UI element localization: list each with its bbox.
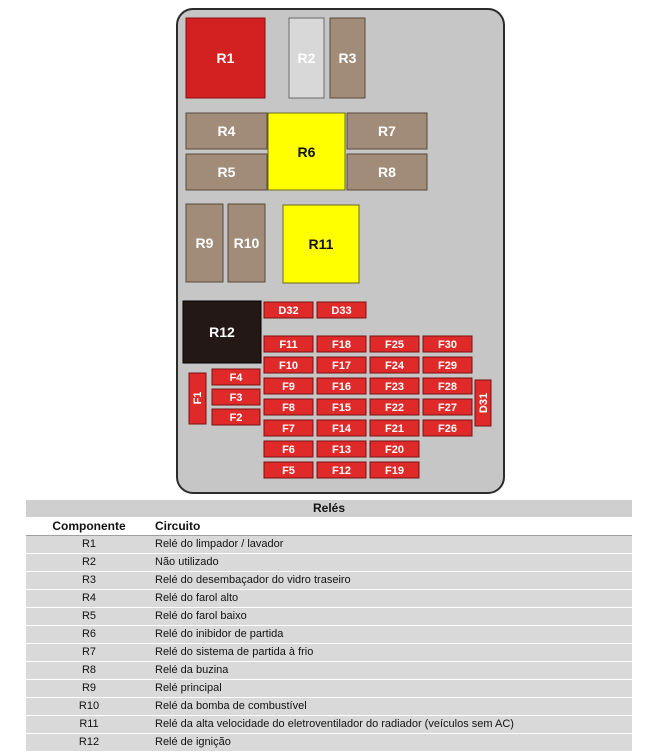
- fuse-f5: [264, 462, 313, 478]
- fuse-f21-label: F21: [385, 423, 404, 435]
- fuse-f3: [212, 389, 260, 405]
- fuse-f27: [423, 399, 472, 415]
- fuse-f6-label: F6: [282, 444, 295, 456]
- fuse-f7-label: F7: [282, 423, 295, 435]
- relay-r7: [347, 113, 427, 149]
- fuse-f9: [264, 378, 313, 394]
- fuse-f25: [370, 336, 419, 352]
- fuse-d31-label: D31: [478, 392, 490, 414]
- row-circuit: Relé da bomba de combustível: [152, 698, 632, 716]
- fuse-f18: [317, 336, 366, 352]
- row-component: R7: [26, 644, 152, 662]
- fuse-f24: [370, 357, 419, 373]
- relay-r7-label: R7: [378, 123, 396, 139]
- table-row: [26, 698, 632, 716]
- fuse-f23: [370, 378, 419, 394]
- relay-r12-label: R12: [209, 324, 235, 340]
- relay-r2-label: R2: [297, 50, 316, 66]
- fuse-d33: [317, 302, 366, 318]
- fuse-f25-label: F25: [385, 339, 404, 351]
- fuse-d32: [264, 302, 313, 318]
- row-component: R9: [26, 680, 152, 698]
- row-circuit: Relé do sistema de partida à frio: [152, 644, 632, 662]
- fuse-f22-label: F22: [385, 402, 404, 414]
- row-component: R12: [26, 734, 152, 752]
- relay-r10-label: R10: [233, 235, 260, 251]
- fuse-f18-label: F18: [332, 339, 351, 351]
- fuse-d32-label: D32: [278, 305, 299, 317]
- fuse-f6: [264, 441, 313, 457]
- fuse-f12: [317, 462, 366, 478]
- fuse-f8-label: F8: [282, 402, 295, 414]
- fuse-f8: [264, 399, 313, 415]
- fuse-f1-label: F1: [192, 391, 204, 405]
- row-component: R8: [26, 662, 152, 680]
- row-component: R5: [26, 608, 152, 626]
- fuse-f5-label: F5: [282, 465, 295, 477]
- relay-r1-label: R1: [216, 50, 235, 66]
- fuse-f17: [317, 357, 366, 373]
- table-title: Relés: [26, 500, 632, 518]
- row-circuit: Relé do desembaçador do vidro traseiro: [152, 572, 632, 590]
- table-row: [26, 716, 632, 734]
- table-row: [26, 590, 632, 608]
- fuse-f10-label: F10: [279, 360, 298, 372]
- fuse-f28-label: F28: [438, 381, 457, 393]
- relay-r1: [186, 18, 265, 98]
- row-component: R2: [26, 554, 152, 572]
- fuse-f22: [370, 399, 419, 415]
- fuse-f16: [317, 378, 366, 394]
- fuse-f1: [189, 373, 206, 424]
- fuse-f11: [264, 336, 313, 352]
- table-row: [26, 572, 632, 590]
- row-component: R4: [26, 590, 152, 608]
- row-circuit: Relé de ignição: [152, 734, 632, 752]
- relay-r4-label: R4: [217, 123, 236, 139]
- relay-r8: [347, 154, 427, 190]
- fuse-f2: [212, 409, 260, 425]
- row-component: R6: [26, 626, 152, 644]
- row-circuit: Relé da buzina: [152, 662, 632, 680]
- relay-r9-label: R9: [195, 235, 214, 251]
- table-row: [26, 662, 632, 680]
- fuse-f29-label: F29: [438, 360, 457, 372]
- relay-r5: [186, 154, 267, 190]
- fuse-f20-label: F20: [385, 444, 404, 456]
- row-component: R11: [26, 716, 152, 734]
- row-component: R3: [26, 572, 152, 590]
- fuse-f15: [317, 399, 366, 415]
- relay-r5-label: R5: [217, 164, 236, 180]
- table-header-row: [26, 518, 632, 536]
- relay-r11-label: R11: [308, 236, 334, 252]
- fuse-f12-label: F12: [332, 465, 351, 477]
- column-header-component: Componente: [52, 519, 126, 533]
- fuse-f13-label: F13: [332, 444, 351, 456]
- row-component: R10: [26, 698, 152, 716]
- table-title-row: [26, 500, 632, 518]
- fuse-f30: [423, 336, 472, 352]
- fuse-f15-label: F15: [332, 402, 351, 414]
- fuse-f24-label: F24: [385, 360, 404, 372]
- fuse-d33-label: D33: [331, 305, 352, 317]
- fuse-f7: [264, 420, 313, 436]
- relay-r3-label: R3: [338, 50, 357, 66]
- fuse-f29: [423, 357, 472, 373]
- fuse-f13: [317, 441, 366, 457]
- column-header-circuit: Circuito: [155, 519, 201, 533]
- relay-r9: [186, 204, 223, 282]
- row-circuit: Relé do farol baixo: [152, 608, 632, 626]
- fuse-f30-label: F30: [438, 339, 457, 351]
- relay-r6: [268, 113, 345, 190]
- relay-r10: [228, 204, 265, 282]
- fuse-f17-label: F17: [332, 360, 351, 372]
- row-component: R1: [26, 536, 152, 554]
- relay-r6-label: R6: [297, 144, 316, 160]
- fuse-f3-label: F3: [229, 392, 243, 404]
- table-row: [26, 554, 632, 572]
- fuse-d31: [475, 380, 491, 426]
- fuse-f4: [212, 369, 260, 385]
- relay-r11: [283, 205, 359, 283]
- fuse-f16-label: F16: [332, 381, 351, 393]
- fuse-f26-label: F26: [438, 423, 457, 435]
- row-circuit: Relé principal: [152, 680, 632, 698]
- relay-r3: [330, 18, 365, 98]
- fuse-f14: [317, 420, 366, 436]
- table-row: [26, 734, 632, 752]
- relay-r8-label: R8: [378, 164, 396, 180]
- fuse-f19: [370, 462, 419, 478]
- table-row: [26, 536, 632, 554]
- fuse-f23-label: F23: [385, 381, 404, 393]
- fuse-f9-label: F9: [282, 381, 295, 393]
- row-circuit: Relé do limpador / lavador: [152, 536, 632, 554]
- fuse-f19-label: F19: [385, 465, 404, 477]
- table-row: [26, 680, 632, 698]
- fuse-f11-label: F11: [279, 339, 298, 351]
- fuse-f21: [370, 420, 419, 436]
- row-circuit: Não utilizado: [152, 554, 632, 572]
- relay-r2: [289, 18, 324, 98]
- relay-table: [26, 500, 632, 752]
- fuse-f28: [423, 378, 472, 394]
- fuse-f2-label: F2: [229, 412, 243, 424]
- relay-r4: [186, 113, 267, 149]
- table-row: [26, 644, 632, 662]
- relay-r12: [183, 301, 261, 363]
- fuse-f20: [370, 441, 419, 457]
- row-circuit: Relé do farol alto: [152, 590, 632, 608]
- fuse-f27-label: F27: [438, 402, 457, 414]
- table-row: [26, 608, 632, 626]
- table-row: [26, 626, 632, 644]
- fuse-f26: [423, 420, 472, 436]
- fuse-f4-label: F4: [229, 372, 243, 384]
- row-circuit: Relé da alta velocidade do eletroventilador do radiador (veículos sem AC): [152, 716, 632, 734]
- row-circuit: Relé do inibidor de partida: [152, 626, 632, 644]
- fuse-f10: [264, 357, 313, 373]
- fuse-f14-label: F14: [332, 423, 351, 435]
